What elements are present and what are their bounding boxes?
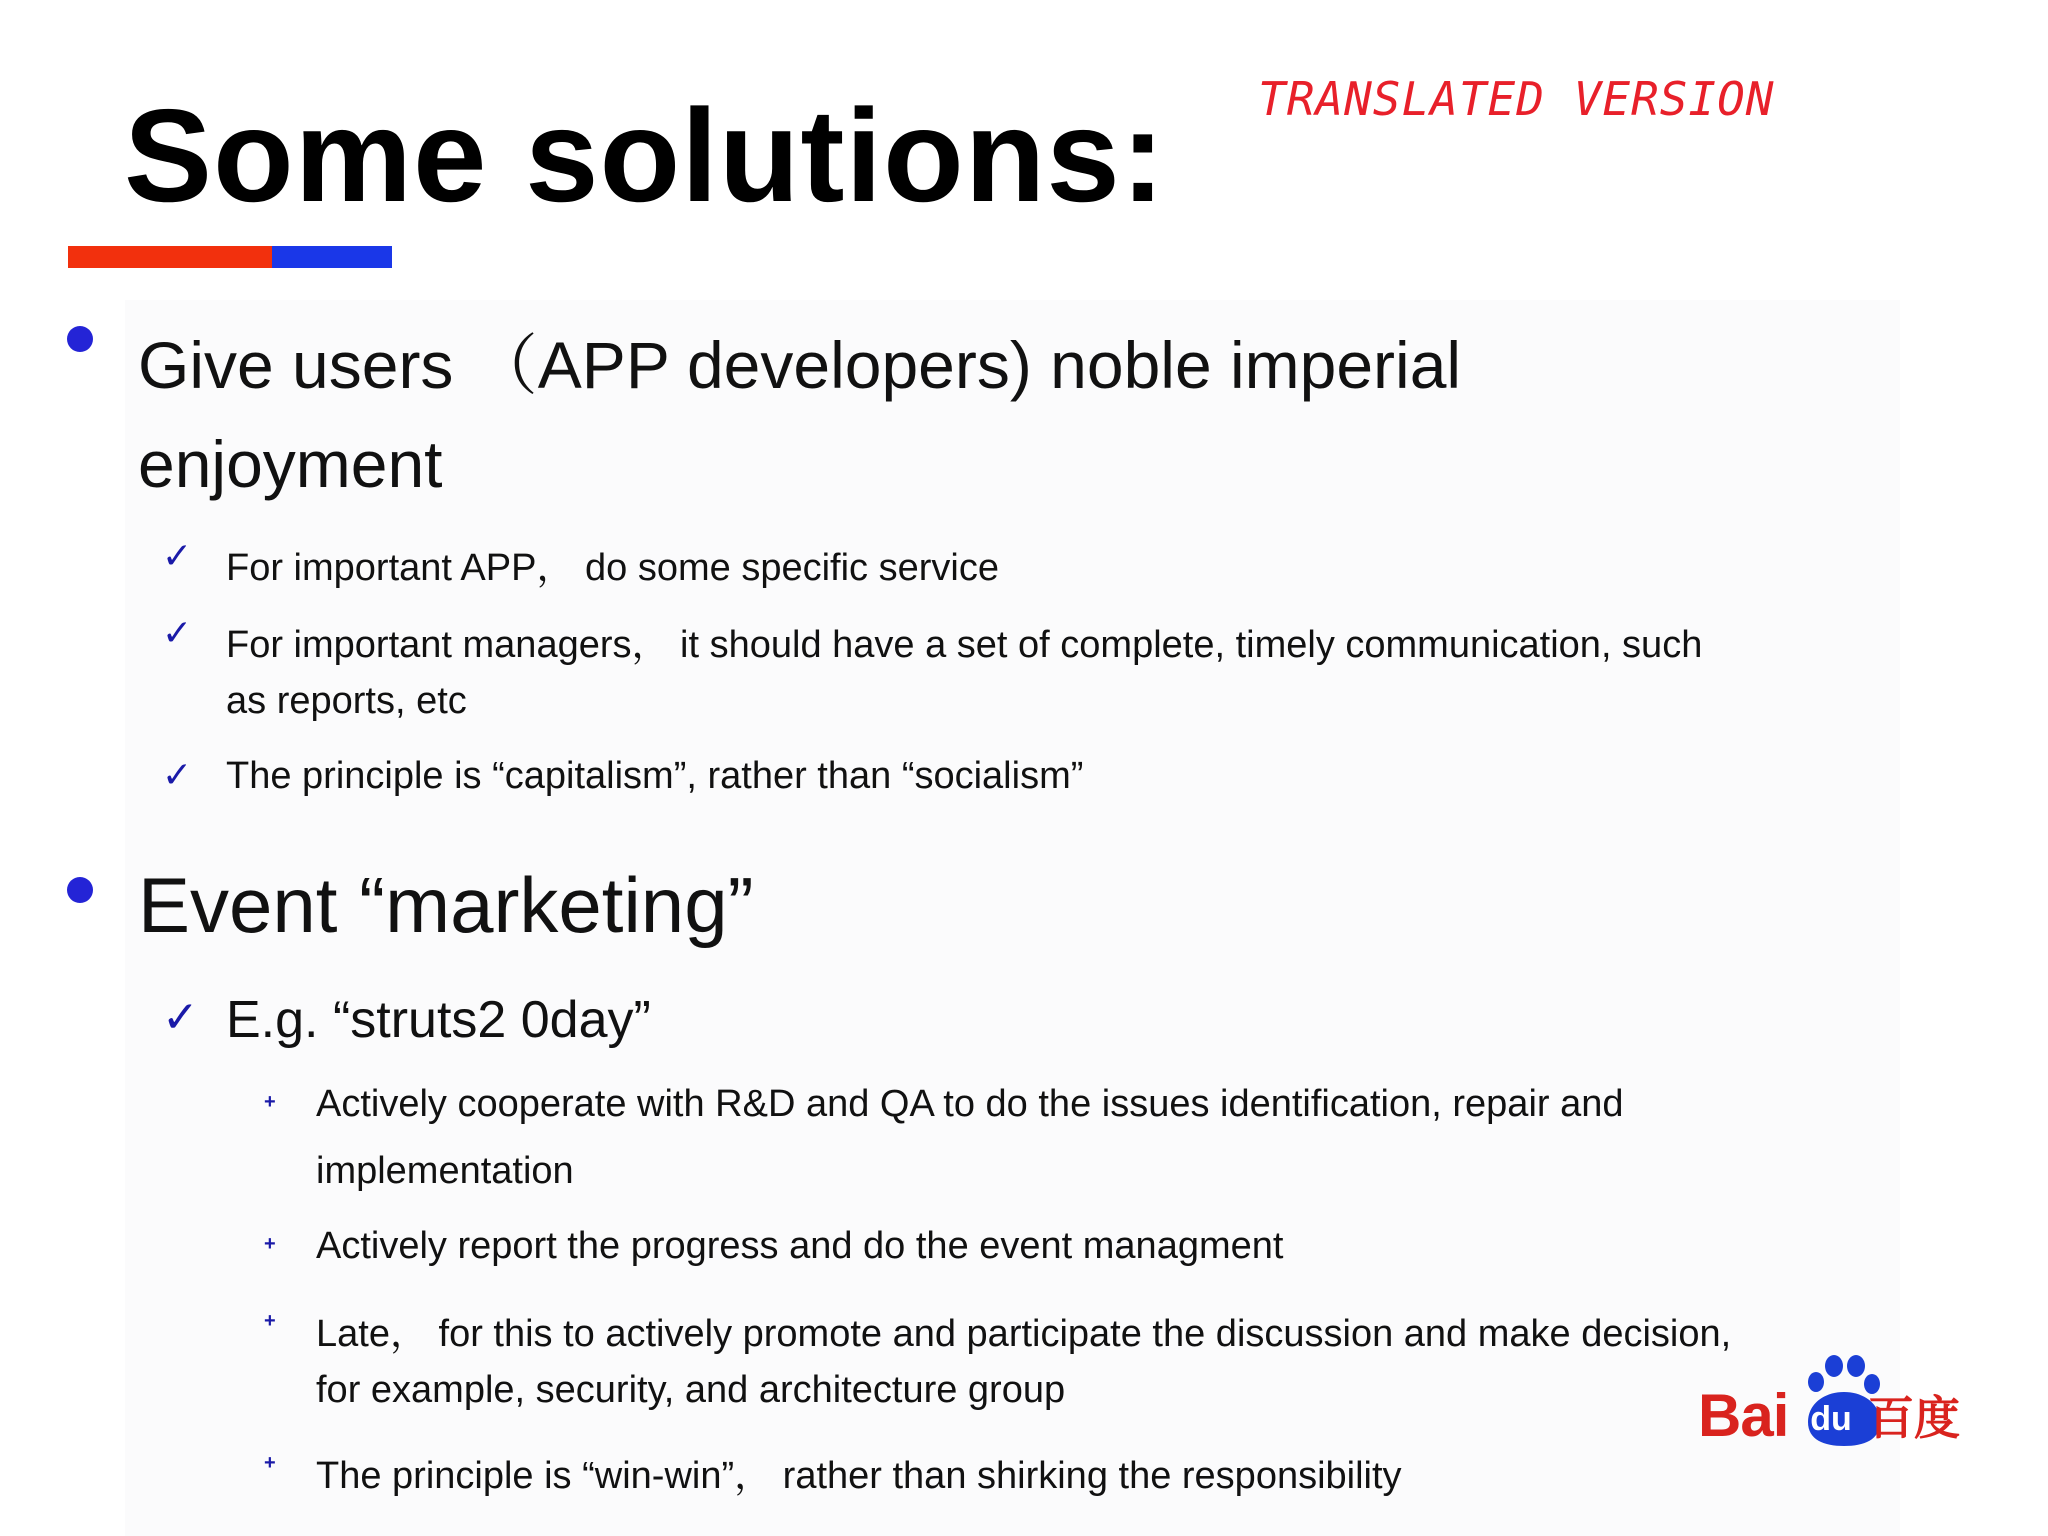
bullet-1-item-1: For important APP， do some specific service (226, 547, 999, 589)
bullet-2-line-1: Event “marketing” (138, 861, 754, 949)
baidu-logo (1698, 1352, 1968, 1452)
bullet-1-item-3: The principle is “capitalism”, rather than “socialism” (226, 755, 1084, 797)
plus-bullet-icon: + (264, 1233, 276, 1255)
plus-bullet-icon: + (264, 1091, 276, 1113)
sub-item-3-continued: for example, security, and architecture group (316, 1369, 1066, 1411)
checkmark-icon: ✓ (162, 755, 193, 796)
bullet-1-item-2-continued: as reports, etc (226, 680, 467, 722)
sub-item-1: Actively cooperate with R&D and QA to do the issues identification, repair and (316, 1083, 1624, 1125)
translated-stamp: TRANSLATED VERSION (1258, 72, 1775, 126)
logo-latin-text: Bai (1698, 1382, 1789, 1449)
plus-bullet-icon: + (264, 1310, 276, 1332)
bullet-1-line-1: Give users （APP developers) noble imperial (138, 328, 1462, 402)
bullet-1-line-2: enjoyment (138, 427, 443, 501)
bullet-dot-icon (67, 877, 93, 903)
sub-item-3: Late， for this to actively promote and participate the discussion and make decision, (316, 1313, 1732, 1355)
bullet-1-item-2: For important managers， it should have a set of complete, timely communication, such (226, 624, 1703, 666)
title-underline-blue (272, 246, 392, 268)
slide-title: Some solutions: (124, 82, 1166, 229)
title-underline-red (68, 246, 272, 268)
sub-item-2: Actively report the progress and do the event managment (316, 1225, 1284, 1267)
bullet-dot-icon (67, 326, 93, 352)
checkmark-icon: ✓ (162, 613, 193, 654)
sub-item-4: The principle is “win-win”， rather than shirking the responsibility (316, 1455, 1402, 1497)
logo-badge-text: du (1810, 1400, 1852, 1438)
sub-item-1-continued: implementation (316, 1150, 574, 1192)
logo-chinese-text: 百度 (1868, 1392, 1960, 1444)
checkmark-icon: ✓ (162, 536, 193, 577)
checkmark-icon: ✓ (162, 992, 199, 1043)
bullet-2-item-1: E.g. “struts2 0day” (226, 991, 651, 1049)
plus-bullet-icon: + (264, 1452, 276, 1474)
